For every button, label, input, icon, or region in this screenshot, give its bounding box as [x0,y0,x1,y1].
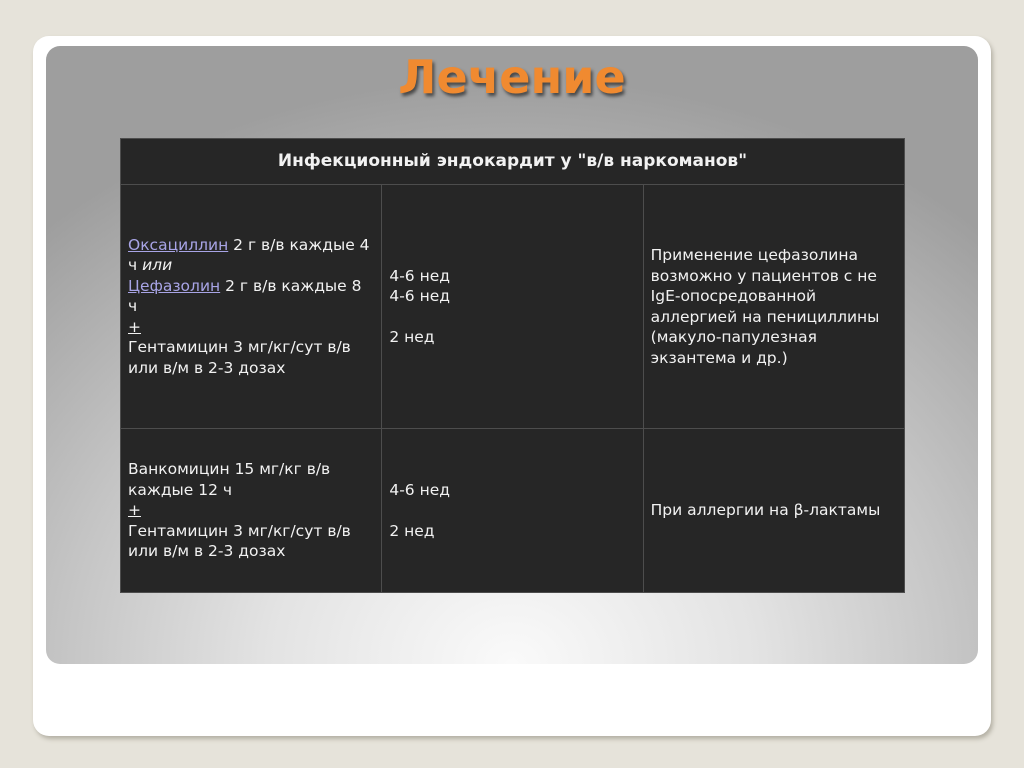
oxacillin-link[interactable]: Оксациллин [128,235,229,254]
slide-title: Лечение [398,50,626,104]
regimen-cell [121,185,382,429]
gentamicin-dose: Гентамицин 3 мг/кг/сут в/в или в/м в 2-3 дозах [128,338,351,377]
table-header-row [121,139,905,185]
plus-sign: + [128,501,141,520]
cefazolin-link[interactable]: Цефазолин [128,276,221,295]
gentamicin-dose: Гентамицин 3 мг/кг/сут в/в или в/м в 2-3 дозах [128,521,351,561]
note-text: При аллергии на β-лактамы [650,501,881,520]
table-header: Инфекционный эндокардит у "в/в наркоманов" [121,139,905,185]
table-row [121,429,905,593]
oxacillin-dose: 2 г в/в каждые 4 ч [128,235,370,275]
duration-line: 4-6 нед [389,480,450,499]
duration-line: 2 нед [389,328,435,346]
duration-line: 4-6 нед [389,266,450,285]
regimen-cell [121,429,382,593]
plus-sign: + [128,317,141,336]
note-cell [643,429,904,593]
treatment-table [120,138,905,593]
vancomycin-dose: Ванкомицин 15 мг/кг в/в каждые 12 ч [128,460,331,499]
duration-cell [382,185,643,429]
table-row [121,185,905,429]
note-cell [643,185,904,429]
duration-cell [382,429,643,593]
note-text: Применение цефазолина возможно у пациентов с не IgE-опосредованной аллергией на пенициллины (макуло-папулезная экзантема и др.) [650,246,880,367]
duration-line: 4-6 нед [389,287,450,305]
cefazolin-dose: 2 г в/в каждые 8 ч [128,276,362,316]
or-word: или [142,256,173,275]
duration-line: 2 нед [389,521,435,540]
